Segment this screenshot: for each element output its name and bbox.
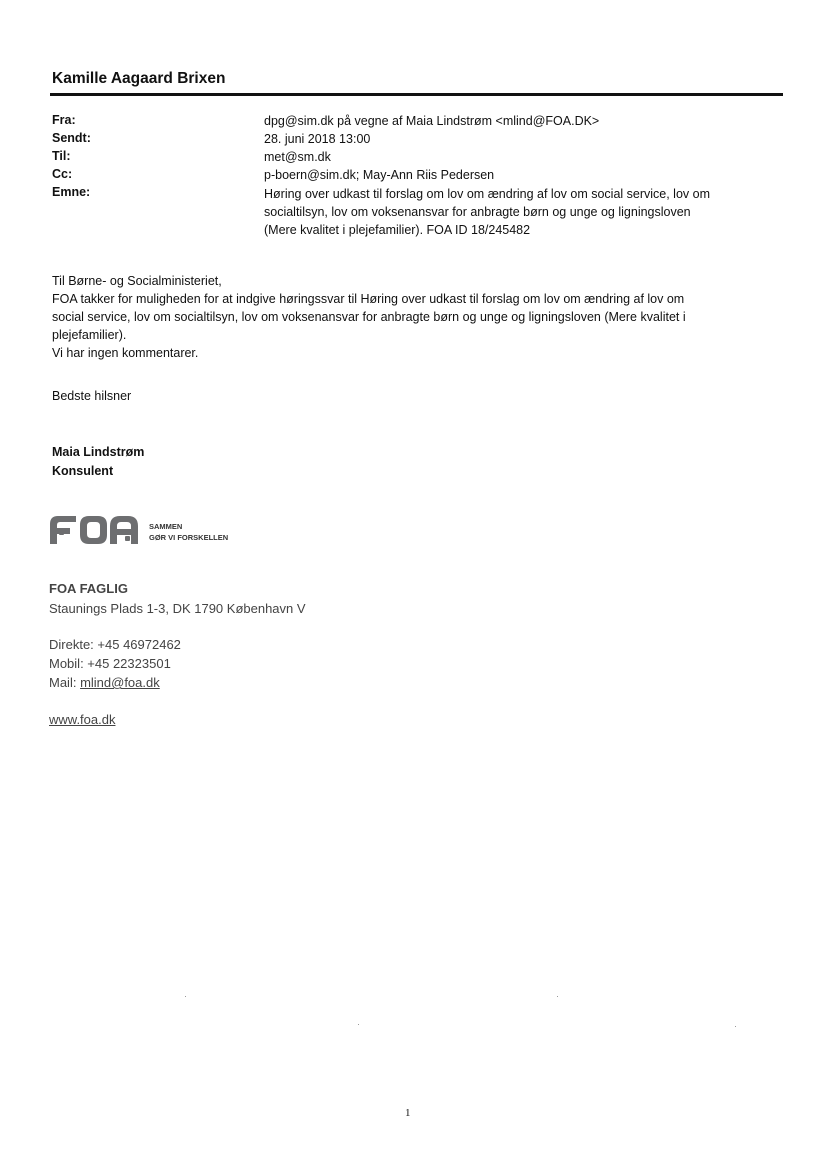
sent-label: Sendt:	[52, 131, 91, 145]
closing: Bedste hilsner	[52, 389, 132, 403]
from-value: dpg@sim.dk på vegne af Maia Lindstrøm <mlind@FOA.DK>	[264, 114, 600, 128]
page-number: 1	[405, 1107, 411, 1119]
tagline-line: GØR VI FORSKELLEN	[149, 533, 229, 542]
greeting: Til Børne- og Socialministeriet,	[52, 274, 222, 288]
subject-value	[264, 185, 774, 239]
body-line: FOA takker for muligheden for at indgive høringssvar til Høring over udkast til forslag om lov om ændring af lov om	[52, 292, 685, 306]
foa-logo	[50, 514, 140, 544]
subject-line: socialtilsyn, lov om voksenansvar for anbragte børn og unge og ligningsloven	[264, 205, 691, 219]
body-line: plejefamilier).	[52, 328, 127, 342]
signer-title: Konsulent	[52, 464, 114, 478]
mail-label: Mail:	[49, 675, 81, 690]
to-label: Til:	[52, 149, 71, 163]
subject-line: Høring over udkast til forslag om lov om ændring af lov om social service, lov om	[264, 187, 710, 201]
cc-label: Cc:	[52, 167, 73, 181]
header-rule	[50, 93, 783, 96]
subject-line: (Mere kvalitet i plejefamilier). FOA ID 18/245482	[264, 223, 531, 237]
tagline-line: SAMMEN	[149, 522, 183, 531]
logo-tagline	[149, 521, 228, 543]
from-label: Fra:	[52, 113, 76, 127]
to-value: met@sm.dk	[264, 150, 331, 164]
signature-mobile: Mobil: +45 22323501	[49, 656, 171, 671]
signature-direct: Direkte: +45 46972462	[49, 637, 181, 652]
mail-link[interactable]: mlind@foa.dk	[80, 675, 160, 690]
scan-speck	[185, 996, 186, 997]
subject-label: Emne:	[52, 185, 91, 199]
signature-mail	[49, 675, 160, 690]
owner-name: Kamille Aagaard Brixen	[52, 70, 226, 87]
scan-speck	[735, 1026, 736, 1027]
signer-name: Maia Lindstrøm	[52, 445, 145, 459]
message-body	[52, 272, 782, 362]
body-line: social service, lov om socialtilsyn, lov om voksenansvar for anbragte børn og unge og ligningsloven (Mere kvalitet i	[52, 310, 686, 324]
signature-org: FOA FAGLIG	[49, 581, 128, 596]
scan-speck	[557, 996, 558, 997]
scan-speck	[358, 1024, 359, 1025]
body-line: Vi har ingen kommentarer.	[52, 346, 199, 360]
website-link[interactable]: www.foa.dk	[49, 712, 116, 727]
cc-value: p-boern@sim.dk; May-Ann Riis Pedersen	[264, 168, 495, 182]
signature-address: Staunings Plads 1-3, DK 1790 København V	[49, 601, 306, 616]
sent-value: 28. juni 2018 13:00	[264, 132, 371, 146]
